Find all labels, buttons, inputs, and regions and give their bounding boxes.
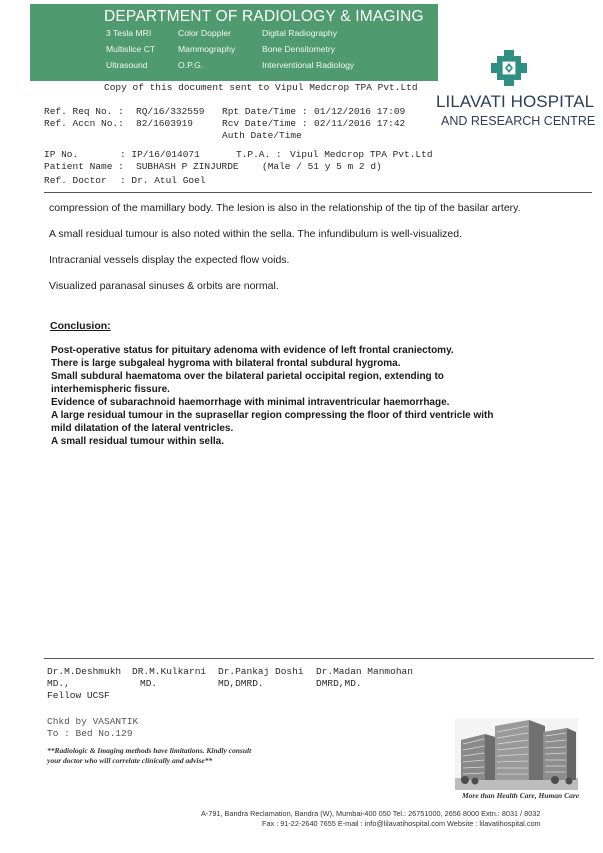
department-banner [30,4,438,81]
ref-accn-value: 82/1603919 [136,118,194,129]
service-item: 3 Tesla MRI [106,28,152,38]
ref-doctor-value: : Dr. Atul Goel [120,175,206,186]
footer-contact: Fax : 91-22-2640 7655 E-mail : info@lilavatihospital.com Website : lilavatihospital.com [262,819,541,828]
rpt-datetime-label: Rpt Date/Time : [222,106,308,117]
signature-divider [44,658,594,659]
service-item: Mammography [178,44,236,54]
service-item: Multislice CT [106,44,156,54]
ref-accn-label: Ref. Accn No.: [44,118,124,129]
finding-line: compression of the mamillary body. The lesion is also in the relationship of the tip of the basilar artery. [49,202,521,214]
conclusion-line: Post-operative status for pituitary adenoma with evidence of left frontal craniectomy. [51,345,454,356]
service-item: O.P.G. [178,60,204,70]
hospital-tagline: More than Health Care, Human Care [462,791,580,800]
patient-info: (Male / 51 y 5 m 2 d) [262,161,382,172]
doctor-name: Dr.Pankaj Doshi [218,666,304,677]
auth-datetime-label: Auth Date/Time [222,130,302,141]
checked-by: Chkd by VASANTIK [47,716,139,727]
finding-line: Visualized paranasal sinuses & orbits are normal. [49,280,279,292]
hospital-logo-icon [489,48,529,88]
conclusion-block [51,344,494,448]
department-title: DEPARTMENT OF RADIOLOGY & IMAGING [104,8,424,25]
doctor-qualification: MD,DMRD. [218,678,264,689]
conclusion-title: Conclusion: [50,320,111,332]
bed-number: To : Bed No.129 [47,728,133,739]
hospital-subtitle: AND RESEARCH CENTRE [441,114,596,128]
doctor-name: Dr.M.Deshmukh [47,666,122,677]
conclusion-line: A small residual tumour within sella. [51,436,225,447]
patient-name-label: Patient Name : [44,161,124,172]
ip-value: : IP/16/014071 [120,149,200,160]
tpa-value: Vipul Medcrop TPA Pvt.Ltd [290,149,433,160]
rcv-datetime-value: 02/11/2016 17:42 [314,118,406,129]
finding-line: Intracranial vessels display the expected flow voids. [49,254,290,266]
doctor-name: Dr.Madan Manmohan [316,666,413,677]
ref-req-value: RQ/16/332559 [136,106,205,117]
rcv-datetime-label: Rcv Date/Time : [222,118,308,129]
header-divider [44,192,592,193]
conclusion-line: Evidence of subarachnoid haemorrhage with minimal intraventricular haemorrhage. [51,397,450,408]
conclusion-line: interhemispheric fissure. [51,384,170,395]
service-item: Color Doppler [178,28,232,38]
doctor-name: DR.M.Kulkarni [132,666,207,677]
doctor-qualification: Fellow UCSF [47,690,110,701]
ref-doctor-label: Ref. Doctor [44,175,107,186]
patient-name-value: SUBHASH P ZINJURDE [136,161,239,172]
doctor-qualification: MD., [47,678,70,689]
service-item: Interventional Radiology [262,60,355,70]
doctor-qualification: DMRD,MD. [316,678,362,689]
disclaimer-line: your doctor who will correlate clinically and advise** [47,756,213,765]
hospital-name: LILAVATI HOSPITAL [436,92,595,111]
conclusion-line: mild dilatation of the lateral ventricles. [51,423,234,434]
rpt-datetime-value: 01/12/2016 17:09 [314,106,406,117]
service-item: Ultrasound [106,60,148,70]
service-item: Bone Densitometry [262,44,336,54]
conclusion-line: Small subdural haematoma over the bilateral parietal occipital region, extending to [51,371,444,382]
tpa-label: T.P.A. : [236,149,282,160]
hospital-building-image [455,718,578,790]
conclusion-line: There is large subgaleal hygroma with bilateral frontal subdural hygroma. [51,358,401,369]
ref-req-label: Ref. Req No. : [44,106,124,117]
service-item: Digital Radiography [262,28,337,38]
doctor-qualification: MD. [140,678,158,689]
conclusion-line: A large residual tumour in the suprasellar region compressing the floor of third ventricle with [51,410,494,421]
finding-line: A small residual tumour is also noted within the sella. The infundibulum is well-visualized. [49,228,463,240]
disclaimer-line: **Radiologic & Imaging methods have limitations. Kindly consult [47,746,252,755]
copy-notice: Copy of this document sent to Vipul Medcrop TPA Pvt.Ltd [104,82,418,93]
ip-label: IP No. [44,149,79,160]
footer-address: A-791, Bandra Reclamation, Bandra (W), Mumbai-400 050 Tel.: 26751000, 2656 8000 Extn.: 8031 / 8032 [201,809,541,818]
